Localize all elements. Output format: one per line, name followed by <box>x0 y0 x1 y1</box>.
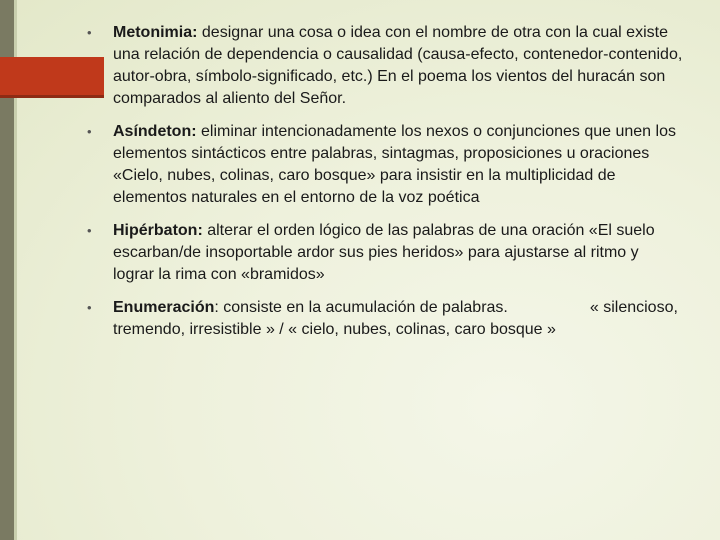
term-label: Hipérbaton: <box>113 222 203 239</box>
term-description: : consiste en la acumulación de palabras. <box>214 299 508 316</box>
term-label: Enumeración <box>113 299 215 316</box>
bullet-icon: • <box>87 223 92 238</box>
term-label: Metonimia: <box>113 24 198 41</box>
bullet-icon: • <box>87 124 92 139</box>
bullet-icon: • <box>87 300 92 315</box>
bullet-hiperbaton <box>83 220 683 286</box>
term-description: alterar el orden lógico de las palabras de una oración «El suelo escarban/de insoportable ardor sus pies heridos» para ajustarse al ritmo y lograr la rima con «bramidos» <box>113 222 655 283</box>
bullet-icon: • <box>87 25 92 40</box>
bullet-asindeton <box>83 121 683 209</box>
term-label: Asíndeton: <box>113 123 197 140</box>
bullet-enumeracion <box>83 297 683 341</box>
bullet-list <box>83 22 683 352</box>
term-description: designar una cosa o idea con el nombre de otra con la cual existe una relación de dependencia o causalidad (causa-efecto, contenedor-contenido, autor-obra, símbolo-significado, etc.) En el poema los vientos del huracán son comparados al aliento del Señor. <box>113 24 683 107</box>
term-examples: « silencioso, tremendo, irresistible » / « cielo, nubes, colinas, caro bosque » <box>113 299 678 338</box>
term-description: eliminar intencionadamente los nexos o conjunciones que unen los elementos sintácticos entre palabras, sintagmas, proposiciones u oraciones «Cielo, nubes, colinas, caro bosque» para insistir en la multiplicidad de elementos naturales en el entorno de la voz poética <box>113 123 676 206</box>
bullet-metonimia <box>83 22 683 110</box>
